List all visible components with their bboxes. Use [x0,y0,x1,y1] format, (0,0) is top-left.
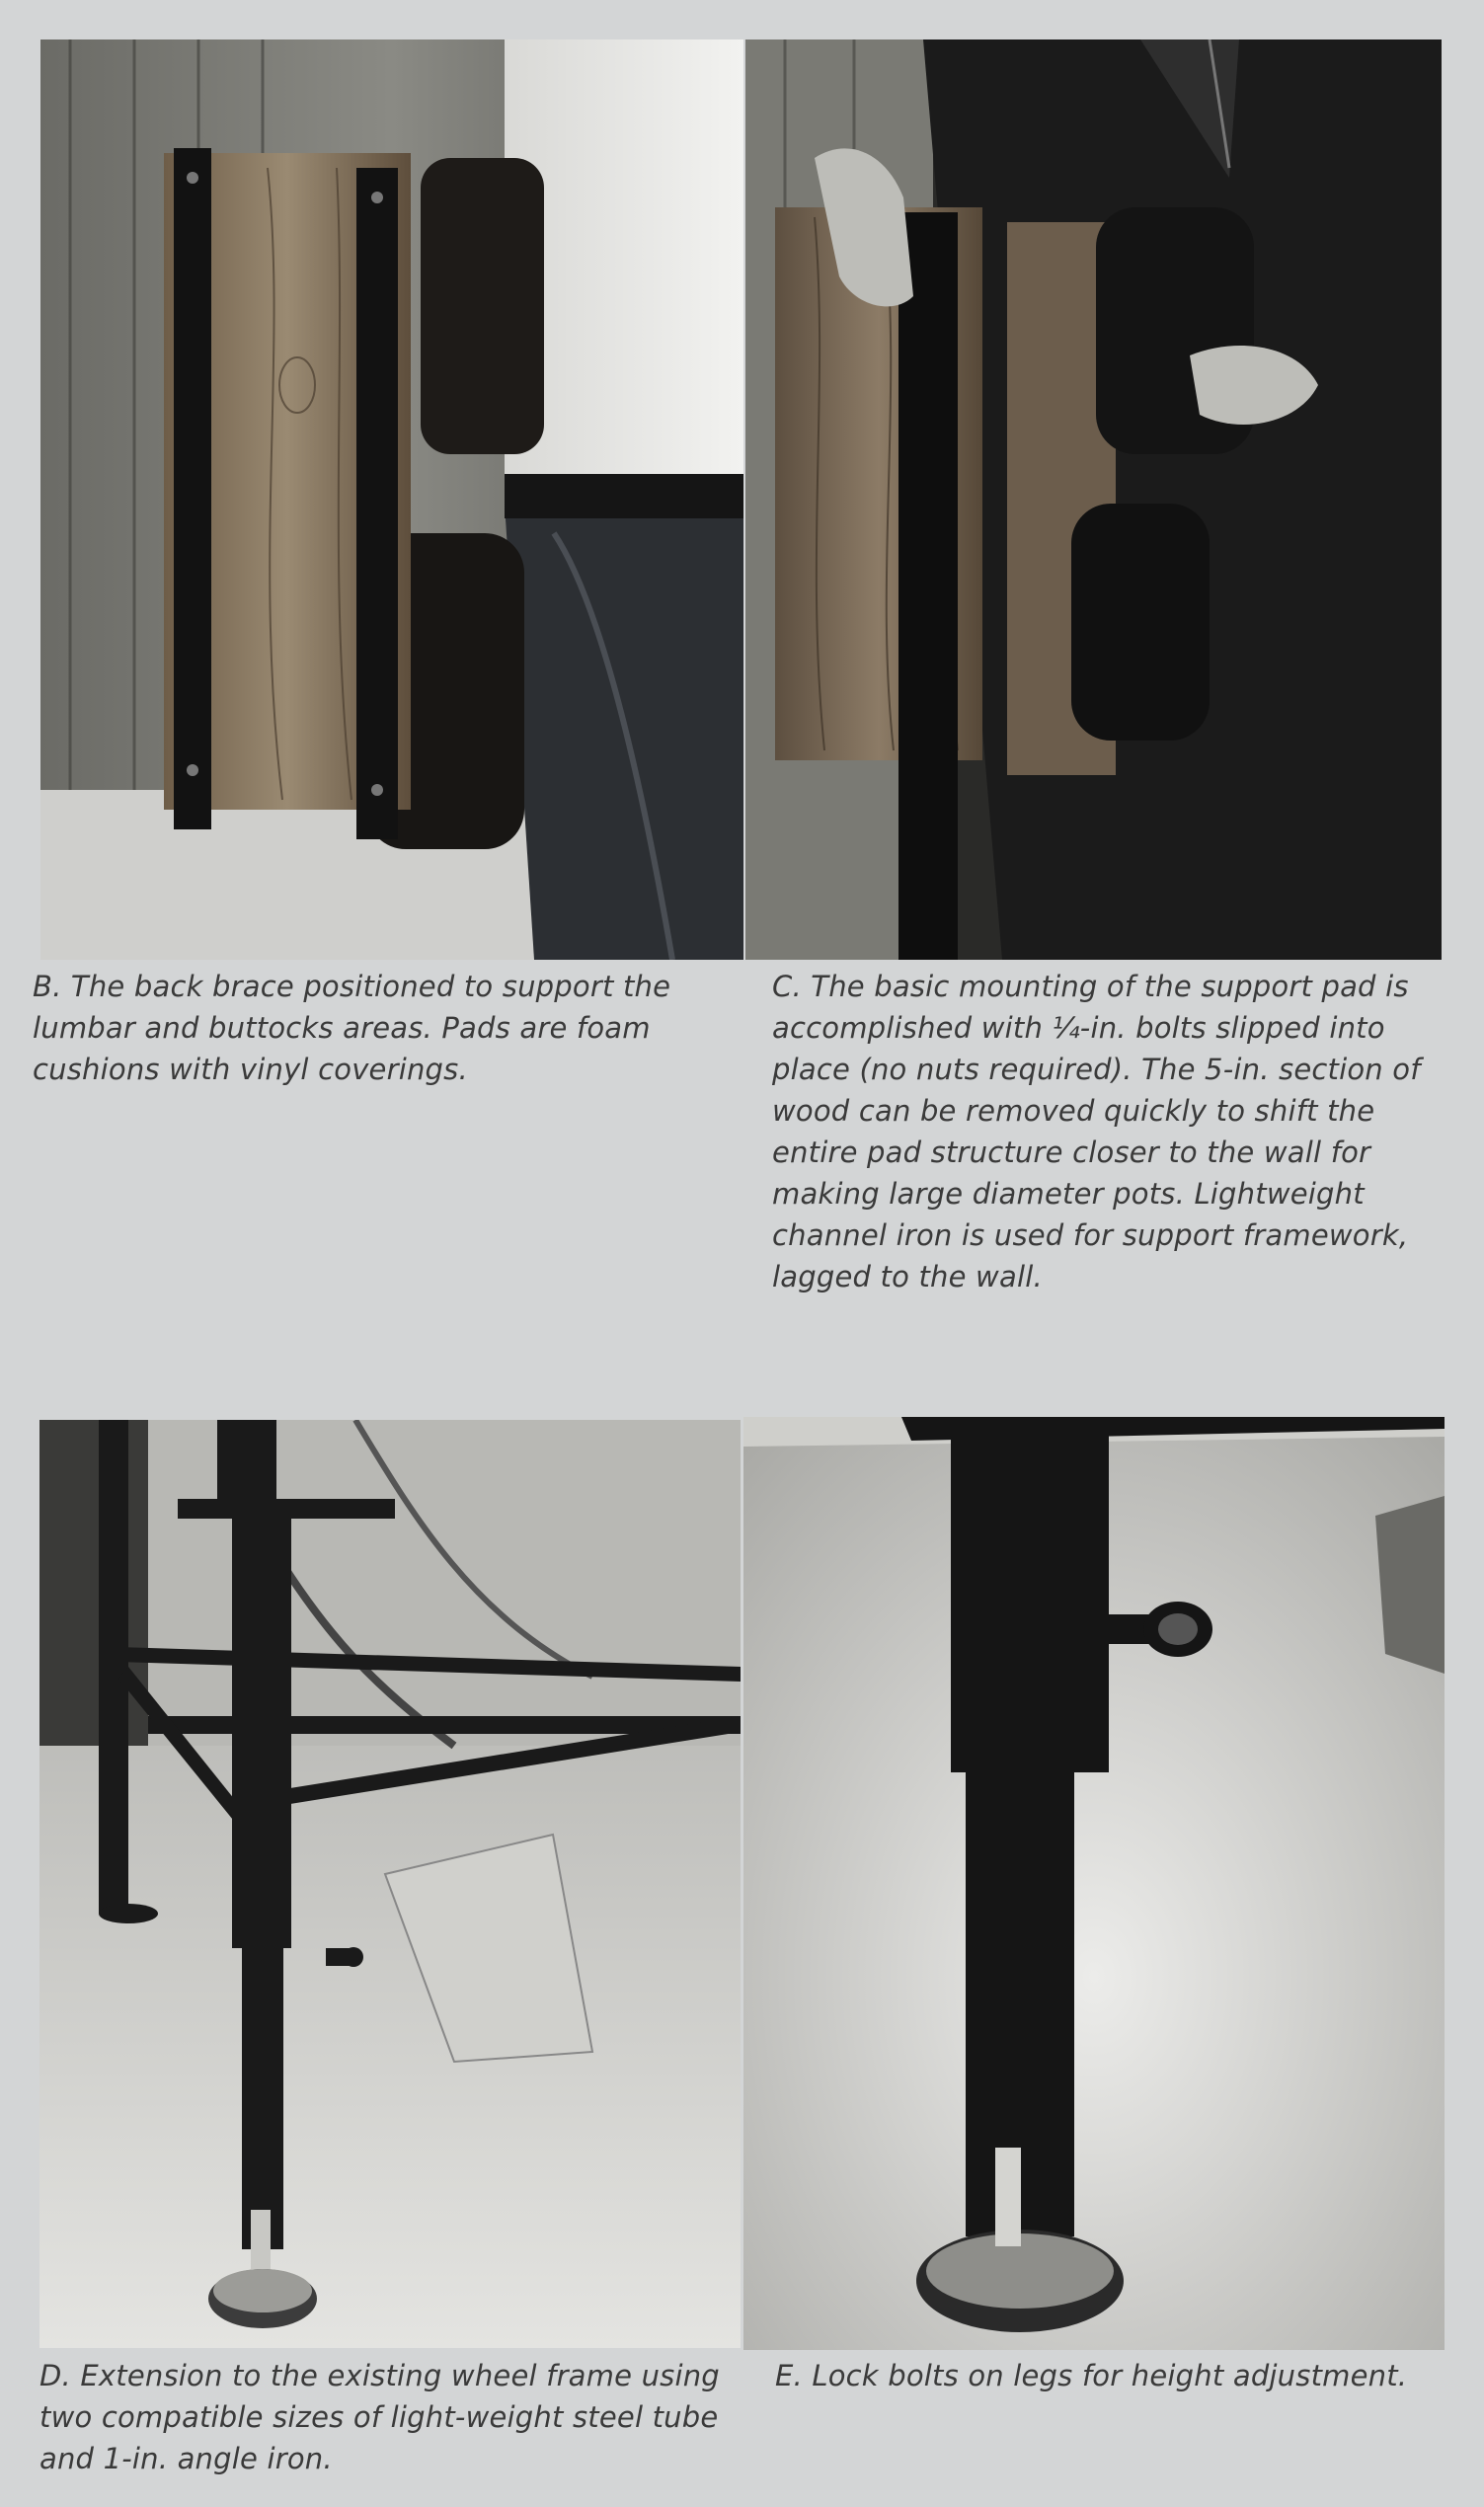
caption-e: E. Lock bolts on legs for height adjustment. [775,2359,1408,2392]
photo-e-illustration [743,1417,1445,2350]
caption-b: B. The back brace positioned to support the lumbar and buttocks areas. Pads are foam cushions with vinyl coverings. [33,970,671,1086]
photo-d-wheel-frame-extension [39,1420,741,2348]
photo-b-back-brace [40,39,743,960]
photo-b-illustration [40,39,743,960]
photo-e-lock-bolts [743,1417,1445,2350]
caption-c: C. The basic mounting of the support pad is accomplished with ¼-in. bolts slipped into place (no nuts required). The 5-in. section of wood can be removed quickly to shift the entire pad structure closer to the wall for making large diameter pots. Lightweight channel iron is used for support framework, lagged to the wall. [772,970,1421,1293]
photo-c-illustration [745,39,1442,960]
photo-d-illustration [39,1420,741,2348]
caption-d: D. Extension to the existing wheel frame using two compatible sizes of light-weight steel tube and 1-in. angle iron. [39,2359,720,2475]
photo-c-support-pad-mounting [745,39,1442,960]
